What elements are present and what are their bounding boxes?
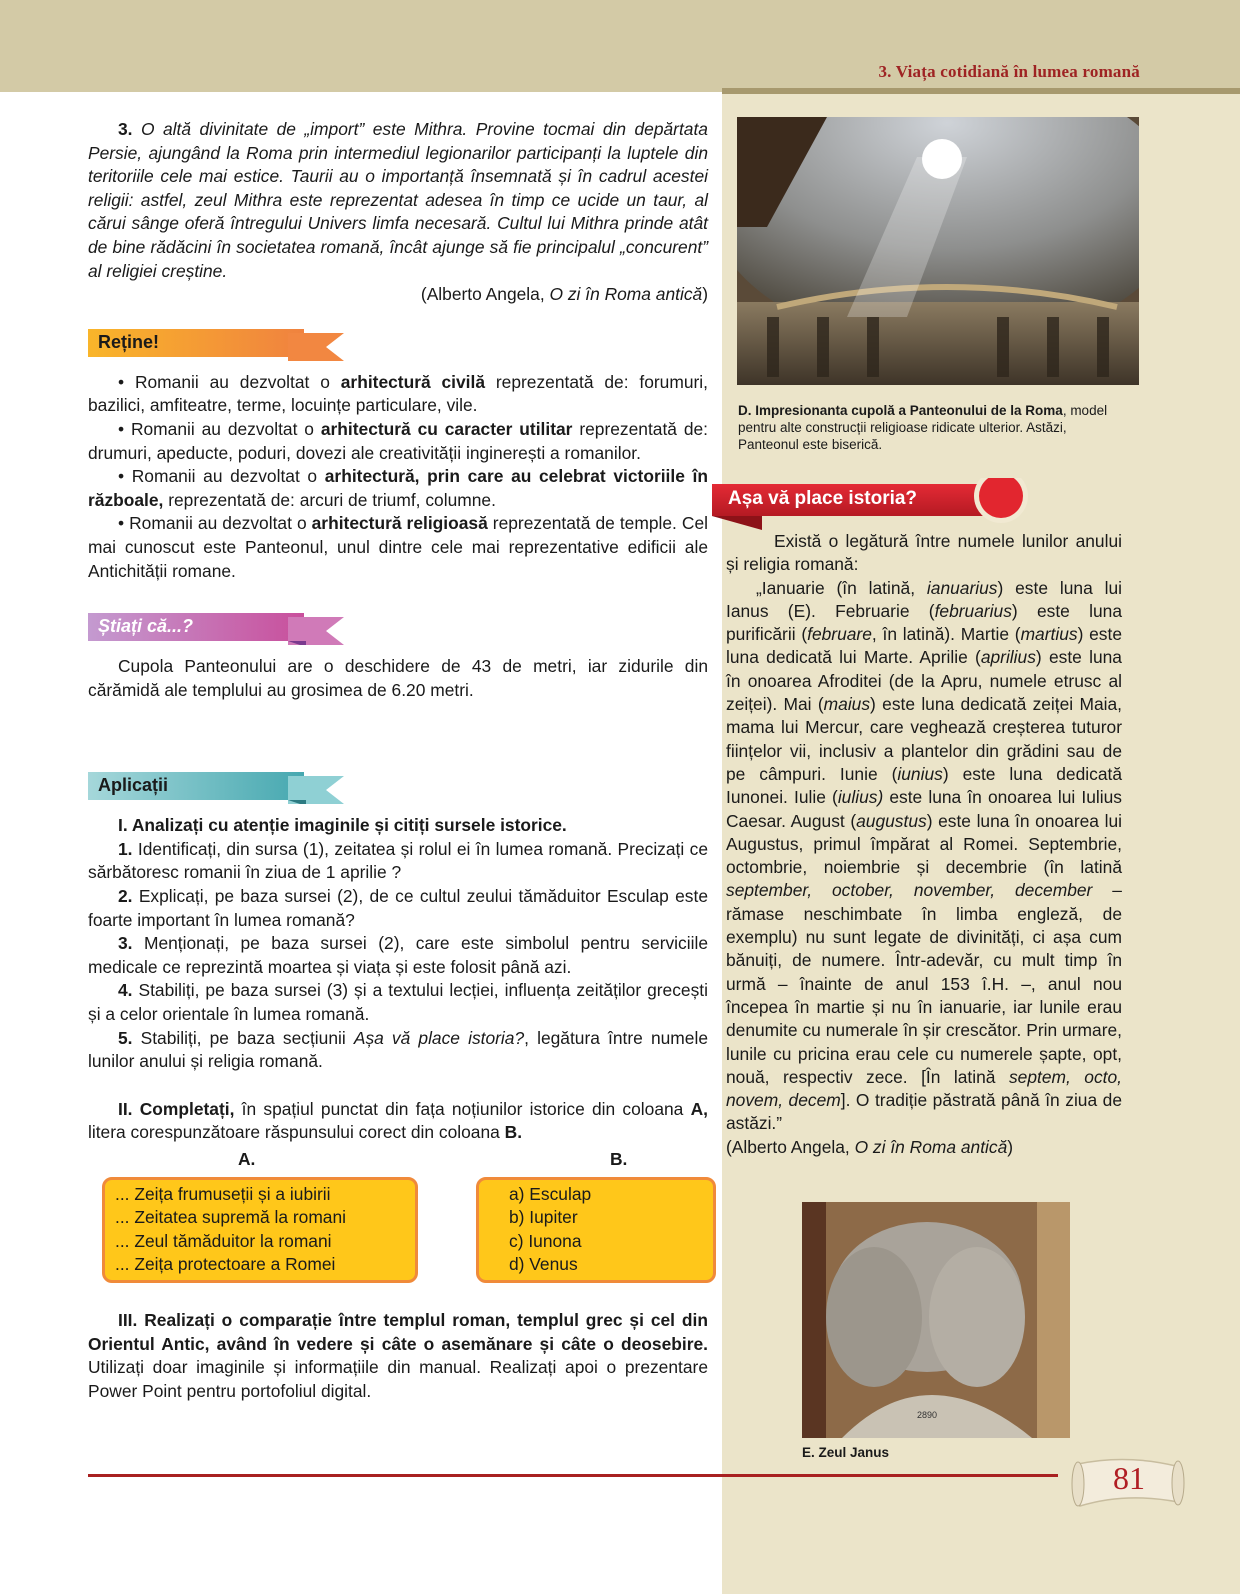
question-item: 1. Identificați, din sursa (1), zeitatea și rolul ei în lumea romană. Precizați ce sărbătoresc romanii în ziua de 1 aprilie ? bbox=[88, 838, 708, 883]
source-3-citation: (Alberto Angela, O zi în Roma antică) bbox=[420, 284, 708, 305]
asa-body: „Ianuarie (în latină, ianuarius) este luna lui Ianus (E). Februarie (februarius) este luna purificării (februare, în latină). Martie (martius) este luna dedicată lui Marte. Aprilie (aprilius) este luna în onoarea Afroditei (de la Apru, numele etrusc al zeiței). Mai (maius) este luna dedicată zeiței Maia, mama lui Mercur, care veghează creșterea tuturor ființelor vii, inclusiv a plantelor din grădini sau de pe câmpuri. Iunie (iunius) este luna dedicată Iunonei. Iulie (iulius) este luna în onoarea lui Iulius Caesar. August (augustus) este luna în onoarea lui Augustus, primul împărat al Romei. Septembrie, octombrie, noiembrie și decembrie (în latină september, october, november, december – rămase neschimbate în limba engleză, de exemplu) nu sunt legate de divinități, ci așa cum bănuiți, de numere. Într-adevăr, cu mult timp în urmă – înainte de anul 153 î.H. –, anul nou începea în martie și nu în ianuarie, iar lunile erau denumite cu numerale în șir crescător. Prin urmare, lunile cu pricina erau cele cu numerele șapte, opt, nouă, respectiv zece. [În latină septem, octo, novem, decem]. O tradiție păstrată până în ziua de astăzi.” bbox=[726, 577, 1123, 1134]
janus-bust-icon bbox=[802, 1202, 1070, 1438]
ribbon-tail-icon bbox=[288, 772, 348, 804]
footer-line bbox=[88, 1474, 1058, 1477]
pantheon-dome-icon bbox=[737, 117, 1139, 385]
column-b-item: a) Esculap bbox=[509, 1184, 592, 1204]
retine-item: • Romanii au dezvoltat o arhitectură civilă reprezentată de: forumuri, bazilici, amfiteatre, terme, locuințe particulare, vile. bbox=[88, 371, 708, 416]
page-number: 81 bbox=[1113, 1460, 1145, 1496]
asa-text bbox=[726, 530, 1122, 1159]
asa-intro: Există o legătură între numele lunilor anului și religia romană: bbox=[726, 531, 1122, 575]
matching-exercise bbox=[88, 1149, 708, 1301]
part1-heading: I. Analizați cu atenție imaginile și citiți sursele istorice. bbox=[118, 815, 567, 836]
part2-instructions: II. Completați, în spațiul punctat din fața noțiunilor istorice din coloana A, litera corespunzătoare răspunsului corect din coloana B. bbox=[88, 1098, 708, 1143]
column-b-item: d) Venus bbox=[509, 1254, 578, 1275]
asa-citation: (Alberto Angela, O zi în Roma antică) bbox=[726, 1136, 1014, 1157]
question-item: 3. Menționați, pe baza sursei (2), care este simbolul pentru serviciile medicale ce reprezintă moartea și viața și este folosit până azi. bbox=[88, 933, 708, 977]
stiati-ribbon bbox=[88, 613, 348, 643]
ribbon-tail-icon bbox=[288, 613, 348, 645]
left-column bbox=[88, 118, 708, 1403]
question-item: 4. Stabiliți, pe baza sursei (3) și a textului lecției, influența zeităților grecești și a celor orientale în lumea romană. bbox=[88, 980, 708, 1025]
column-b-label: B. bbox=[610, 1149, 628, 1169]
retine-item: • Romanii au dezvoltat o arhitectură, prin care au celebrat victoriile în războale, reprezentată de: arcuri de triumf, columne. bbox=[88, 466, 708, 510]
column-a-item: ... Zeul tămăduitor la romani bbox=[115, 1230, 332, 1251]
asa-ribbon bbox=[712, 478, 1032, 528]
retine-item: • Romanii au dezvoltat o arhitectură cu caracter utilitar reprezentată de: drumuri, apeducte, poduri, dovezi ale creativității inginerești a romanilor. bbox=[88, 418, 709, 463]
figure-d-caption: D. Impresionanta cupolă a Panteonului de la Roma, model pentru alte construcții religioase ridicate ulterior. Astăzi, Panteonul este biserică. bbox=[738, 403, 1108, 452]
ribbon-tail-icon bbox=[288, 329, 348, 361]
chapter-title: 3. Viața cotidiană în lumea romană bbox=[878, 62, 1140, 81]
column-a-item: ... Zeitatea supremă la romani bbox=[115, 1207, 347, 1228]
questions-list bbox=[88, 838, 708, 1074]
part3-instructions: III. Realizați o comparație între templul roman, templul grec și cel din Orientul Antic, având în vedere și câte o asemănare și câte o deosebire. Utilizați doar imaginile și informațiile din manual. Realizați apoi o prezentare Power Point pentru portofoliul digital. bbox=[88, 1310, 708, 1401]
aplicatii-ribbon bbox=[88, 772, 348, 802]
stiati-text: Cupola Panteonului are o deschidere de 43 de metri, iar zidurile din cărămidă ale templului au grosimea de 6.20 metri. bbox=[88, 656, 708, 700]
pantheon-photo bbox=[737, 117, 1139, 385]
column-b-item: b) Iupiter bbox=[509, 1207, 578, 1228]
column-b-box bbox=[476, 1177, 716, 1283]
page-number-scroll bbox=[1066, 1450, 1196, 1512]
source-3: 3. O altă divinitate de „import” este Mithra. Provine tocmai din depărtata Persie, ajungând la Roma prin intermediul legionarilor participanți la luptele din teritoriile cele mai estice. Taurii au o importanță însemnată și în cadrul acestei religii: astfel, zeul Mithra este reprezentat adesea în timp ce ucide un taur, al cărui sânge oferă întregului Univers limfa necesară. Cultul lui Mithra prinde atât de bine rădăcini în societatea romană, încât ajunge să fie principalul „concurent” al religiei creștine. bbox=[88, 119, 708, 281]
retine-list bbox=[88, 371, 708, 583]
question-item: 2. Explicați, pe baza sursei (2), de ce cultul zeului tămăduitor Esculap este foarte important în lumea romană? bbox=[88, 886, 708, 930]
retine-title: Reține! bbox=[98, 331, 160, 352]
column-a-box bbox=[102, 1177, 418, 1283]
janus-photo bbox=[802, 1202, 1070, 1438]
figure-e-caption: E. Zeul Janus bbox=[802, 1445, 890, 1460]
retine-item: • Romanii au dezvoltat o arhitectură religioasă reprezentată de temple. Cel mai cunoscut este Panteonul, unul dintre cele mai reprezentative edificii ale Antichității romane. bbox=[88, 513, 708, 581]
question-item: 5. Stabiliți, pe baza secțiunii Așa vă place istoria?, legătura între numele lunilor anului și religia romană. bbox=[88, 1027, 708, 1072]
side-panel-stripe bbox=[722, 88, 1240, 94]
stiati-title: Știați că...? bbox=[98, 616, 194, 637]
column-a-item: ... Zeița frumuseții și a iubirii bbox=[115, 1184, 331, 1204]
column-a-label: A. bbox=[238, 1149, 256, 1169]
column-b-item: c) Iunona bbox=[509, 1230, 582, 1251]
column-a-item: ... Zeița protectoare a Romei bbox=[115, 1254, 336, 1275]
asa-title: Așa vă place istoria? bbox=[728, 488, 918, 509]
plinth-number: 2890 bbox=[916, 1410, 938, 1420]
retine-ribbon bbox=[88, 329, 348, 359]
aplicatii-title: Aplicații bbox=[98, 775, 169, 796]
